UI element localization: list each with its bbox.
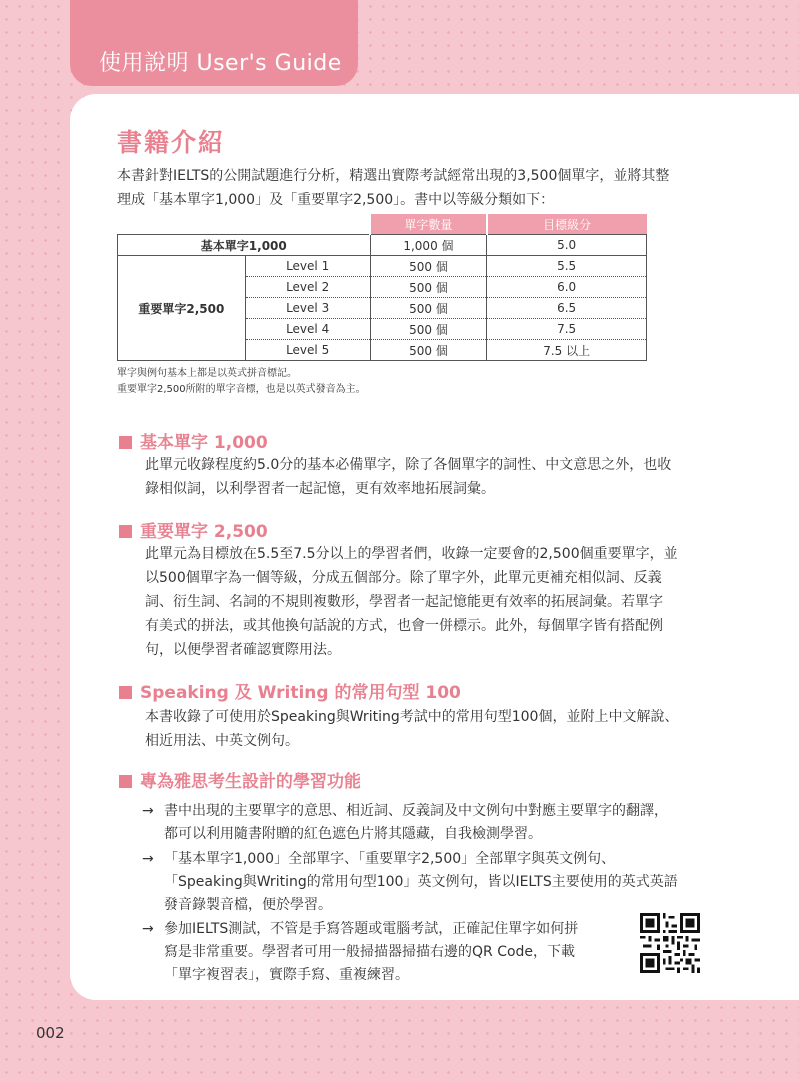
table-row <box>118 256 647 277</box>
header-target-score: 目標級分 <box>487 214 647 235</box>
section-basic-line: 此單元收錄程度約5.0分的基本必備單字，除了各個單字的詞性、中文意思之外，也收 <box>145 457 672 473</box>
guide-title: 使用說明 User's Guide <box>99 51 342 76</box>
feature-item: → 參加IELTS測試，不管是手寫答題或電腦考試，正確記住單字如何拼 寫是非常重要。學習者可用一般掃描器掃描右邊的QR Code，下載 「單字複習表」，實際手寫、重複練習。 <box>142 918 578 987</box>
level-score: 7.5 <box>487 319 647 340</box>
section-important-line: 以500個單字為一個等級，分成五個部分。除了單字外，此單元更補充相似詞、反義 <box>145 570 662 586</box>
level-label: Level 5 <box>245 340 370 361</box>
important-label: 重要單字2,500 <box>118 256 246 361</box>
section-title-important: 重要單字 2,500 <box>119 517 268 542</box>
level-score: 5.5 <box>487 256 647 277</box>
level-score: 7.5 以上 <box>487 340 647 361</box>
feature-item: → 「基本單字1,000」全部單字、「重要單字2,500」全部單字與英文例句、 「Speaking與Writing的常用句型100」英文例句，皆以IELTS主要使用的英式英語 發音錄製音檔，便於學習。 <box>142 848 678 917</box>
arrow-right-icon: → <box>142 803 154 819</box>
section-title-features: 專為雅思考生設計的學習功能 <box>119 767 361 792</box>
table-note-2: 重要單字2,500所附的單字音標，也是以英式發音為主。 <box>117 384 366 395</box>
arrow-right-icon: → <box>142 921 154 937</box>
intro-line-2: 理成「基本單字1,000」及「重要單字2,500」。書中以等級分類如下： <box>117 192 555 208</box>
section-important-line: 詞、衍生詞、名詞的不規則複數形，學習者一起記憶能更有效率的拓展詞彙。若單字 <box>145 594 663 610</box>
level-count: 500 個 <box>370 340 487 361</box>
level-label: Level 4 <box>245 319 370 340</box>
level-count: 500 個 <box>370 277 487 298</box>
square-bullet-icon <box>119 775 132 788</box>
header-word-count: 單字數量 <box>370 214 487 235</box>
basic-count: 1,000 個 <box>370 235 487 256</box>
square-bullet-icon <box>119 525 132 538</box>
section-patterns-line: 本書收錄了可使用於Speaking與Writing考試中的常用句型100個，並附上中文解說、 <box>145 709 679 725</box>
section-important-line: 有美式的拼法，或其他換句話說的方式，也會一併標示。此外，每個單字皆有搭配例 <box>145 618 663 634</box>
level-count: 500 個 <box>370 298 487 319</box>
section-important-line: 此單元為目標放在5.5至7.5分以上的學習者們，收錄一定要會的2,500個重要單字，並 <box>145 546 678 562</box>
table-note-1: 單字與例句基本上都是以英式拼音標記。 <box>117 368 297 379</box>
arrow-right-icon: → <box>142 851 154 867</box>
level-label: Level 3 <box>245 298 370 319</box>
section-important-line: 句，以便學習者確認實際用法。 <box>145 642 341 658</box>
book-intro-title: 書籍介紹 <box>117 128 226 157</box>
table-header-row <box>118 214 647 235</box>
level-count: 500 個 <box>370 256 487 277</box>
feature-item: → 書中出現的主要單字的意思、相近詞、反義詞及中文例句中對應主要單字的翻譯， 都可以利用隨書附贈的紅色遮色片將其隱藏，自我檢測學習。 <box>142 800 668 846</box>
level-count: 500 個 <box>370 319 487 340</box>
intro-line-1: 本書針對IELTS的公開試題進行分析，精選出實際考試經常出現的3,500個單字，並將其整 <box>117 168 670 184</box>
square-bullet-icon <box>119 686 132 699</box>
table-row-basic <box>118 235 647 256</box>
square-bullet-icon <box>119 436 132 449</box>
level-score: 6.5 <box>487 298 647 319</box>
level-score: 6.0 <box>487 277 647 298</box>
level-label: Level 1 <box>245 256 370 277</box>
section-basic-line: 錄相似詞，以利學習者一起記憶，更有效率地拓展詞彙。 <box>145 481 495 497</box>
level-label: Level 2 <box>245 277 370 298</box>
section-title-patterns: Speaking 及 Writing 的常用句型 100 <box>119 678 461 703</box>
basic-label: 基本單字1,000 <box>118 235 371 256</box>
qr-code-icon[interactable] <box>640 913 700 973</box>
level-table <box>117 214 647 361</box>
section-patterns-line: 相近用法、中英文例句。 <box>145 733 299 749</box>
basic-score: 5.0 <box>487 235 647 256</box>
section-title-basic: 基本單字 1,000 <box>119 428 268 453</box>
page-number: 002 <box>36 1024 65 1042</box>
